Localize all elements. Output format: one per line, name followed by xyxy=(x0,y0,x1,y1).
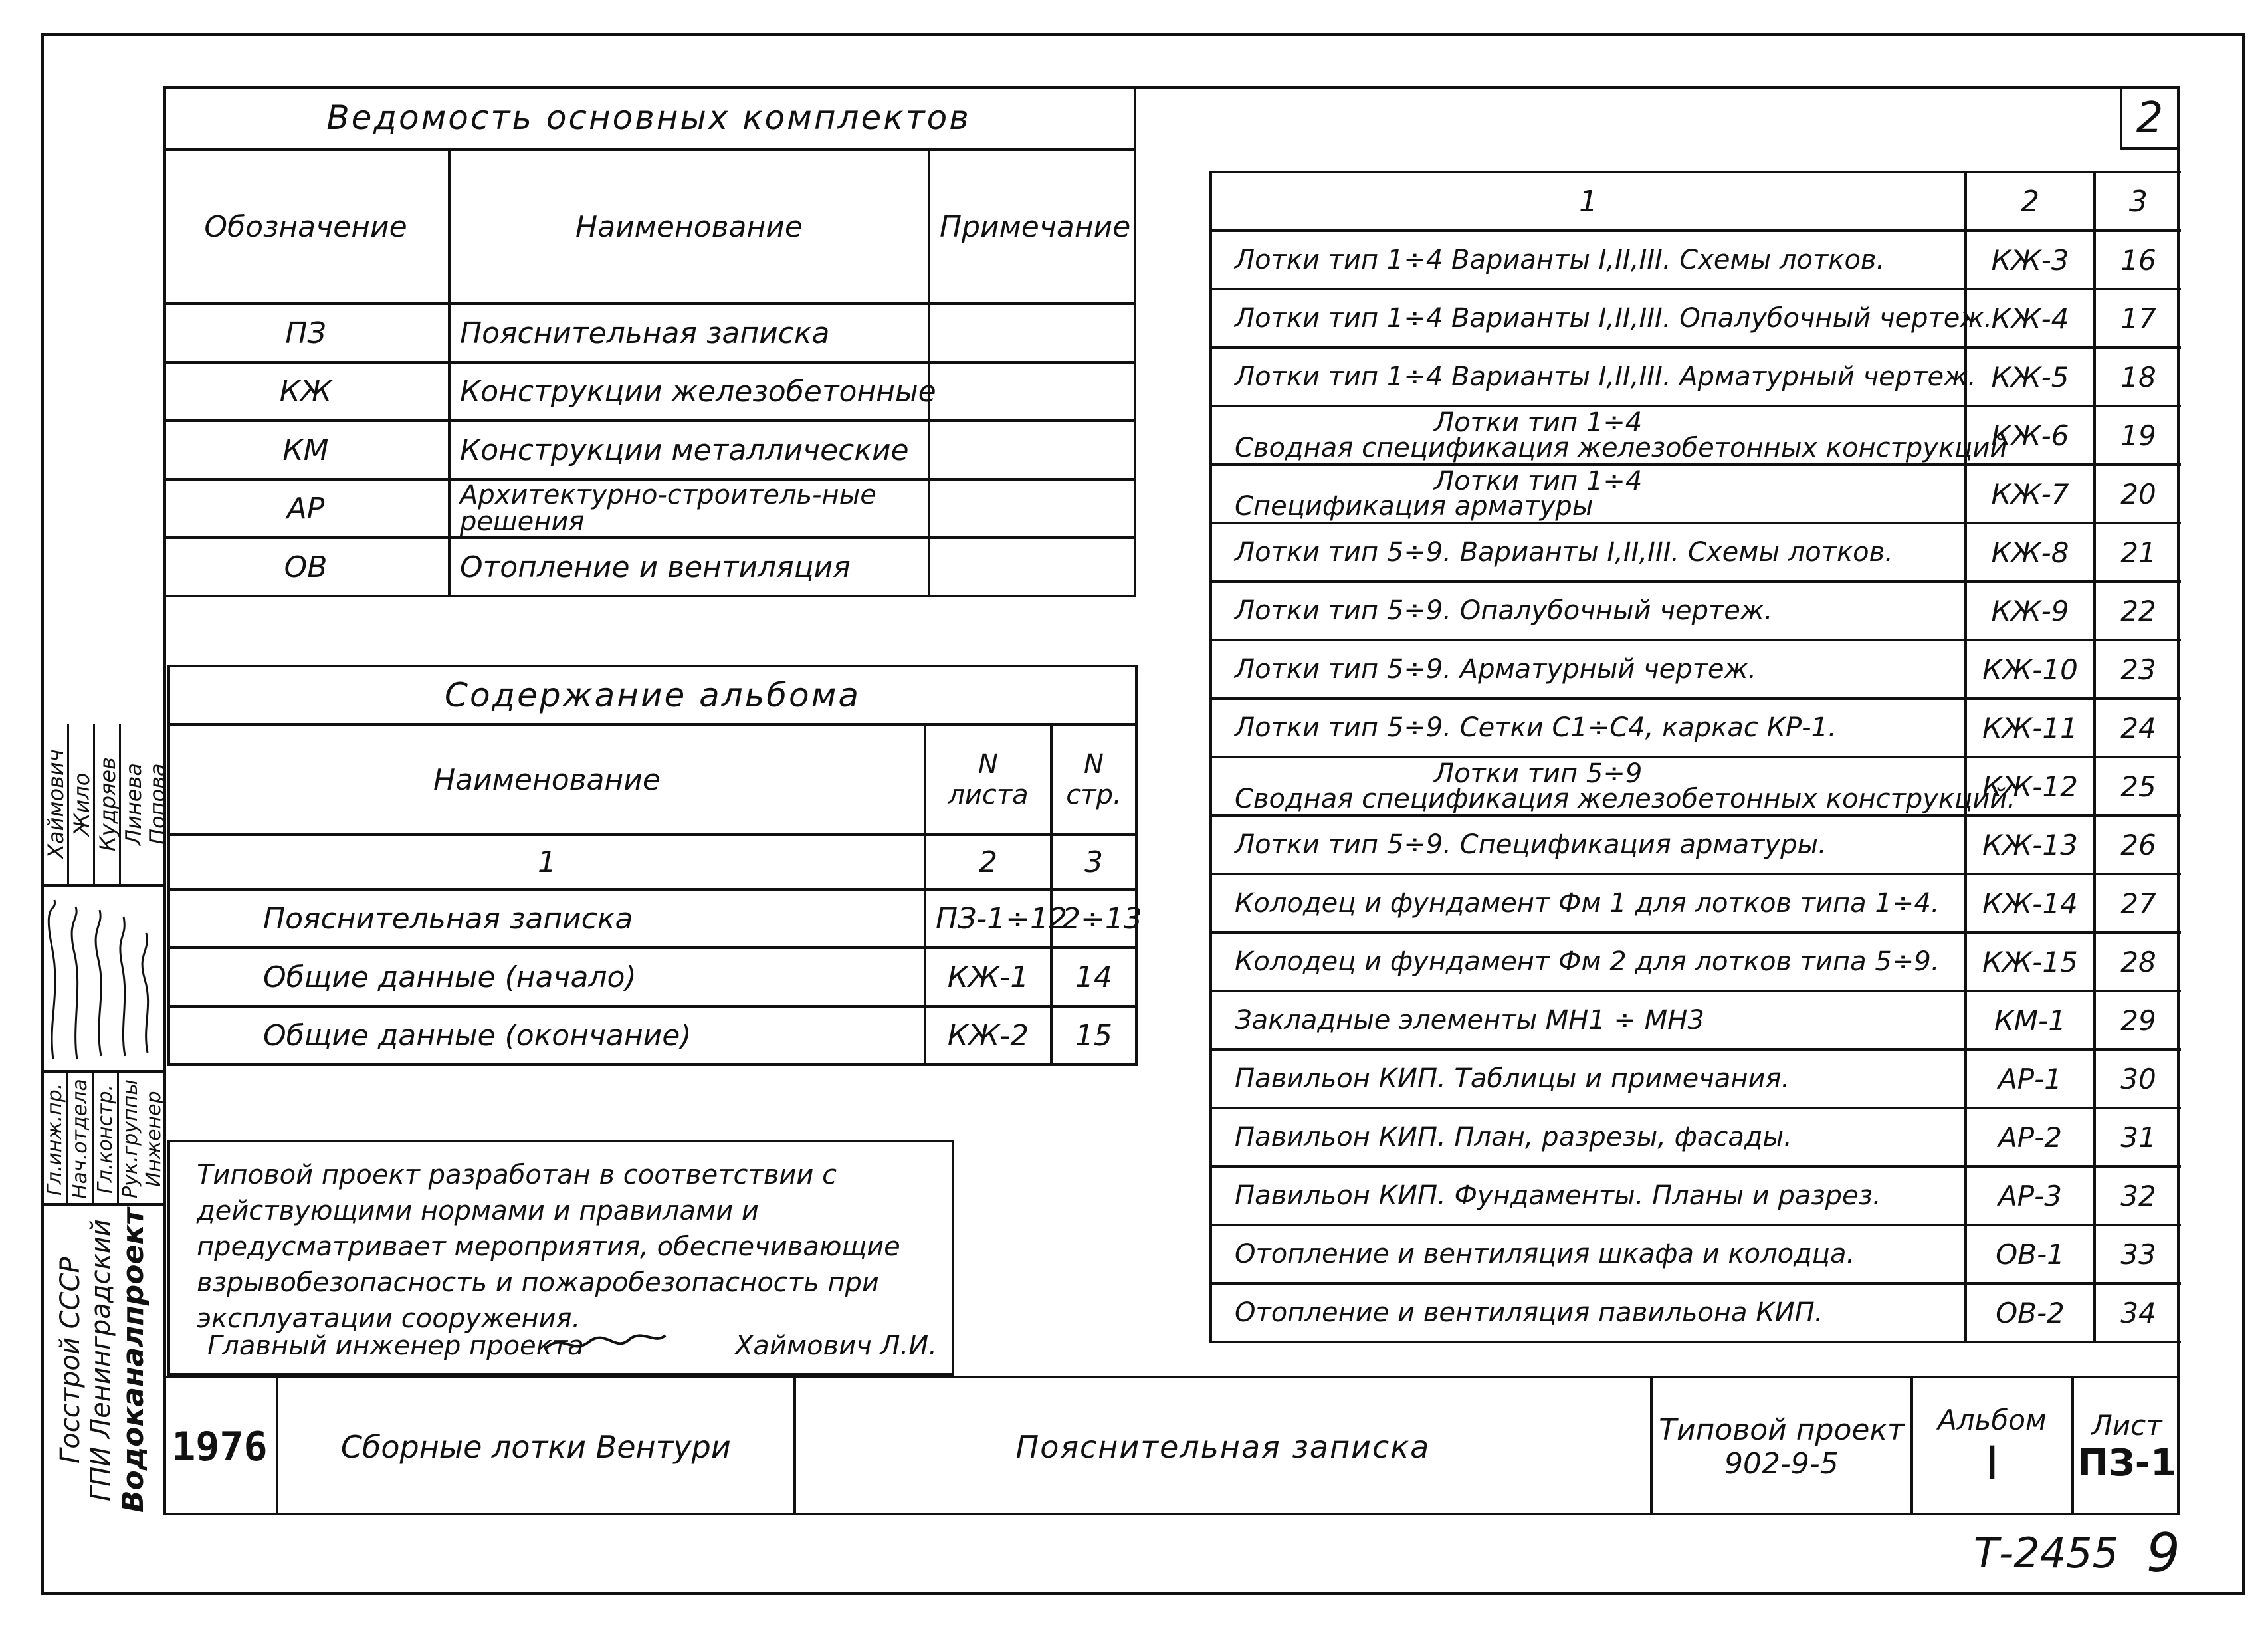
organization-line: Водоканалпроект xyxy=(116,1208,150,1513)
contents-right-table xyxy=(1209,171,2181,232)
signature-name: Попова xyxy=(145,763,170,845)
right-page: 26 xyxy=(2095,815,2181,874)
signature-role: Нач.отдела xyxy=(66,1073,92,1206)
right-name: Закладные элементы МН1 ÷ МН3 xyxy=(1211,991,1966,1049)
right-page: 32 xyxy=(2095,1166,2181,1225)
table-row xyxy=(1211,757,2181,815)
stamp-sheet-value: ПЗ-1 xyxy=(2077,1442,2176,1485)
soderzhanie-sheet: КЖ-1 xyxy=(925,948,1051,1006)
contents-right-section xyxy=(1209,171,2181,1343)
stamp-document: Пояснительная записка xyxy=(796,1378,1653,1515)
signature-names xyxy=(41,724,170,884)
vedomost-header-name: Наименование xyxy=(449,150,929,304)
vedomost-name: Отопление и вентиляция xyxy=(449,538,929,596)
soderzhanie-header-sheet: N листа xyxy=(925,724,1051,835)
right-name: Колодец и фундамент Фм 2 для лотков типа 5÷9. xyxy=(1211,932,1966,991)
right-sheet: КЖ-9 xyxy=(1966,582,2095,640)
right-name: Отопление и вентиляция павильона КИП. xyxy=(1211,1283,1966,1342)
soderzhanie-page: 14 xyxy=(1051,948,1136,1006)
right-sheet: КЖ-8 xyxy=(1966,523,2095,582)
soderzhanie-header-name: Наименование xyxy=(169,724,925,835)
right-sheet: АР-2 xyxy=(1966,1108,2095,1166)
stamp-album-label: Альбом xyxy=(1938,1403,2047,1436)
right-name xyxy=(1211,465,1966,523)
stamp-album-value: I xyxy=(1985,1436,2000,1491)
table-row xyxy=(163,362,1135,421)
table-row xyxy=(163,304,1135,362)
right-name: Отопление и вентиляция шкафа и колодца. xyxy=(1211,1225,1966,1283)
soderzhanie-colnum: 1 xyxy=(169,835,925,889)
right-name: Лотки тип 5÷9. Арматурный чертеж. xyxy=(1211,640,1966,699)
right-page: 20 xyxy=(2095,465,2181,523)
vedomost-note xyxy=(929,479,1135,538)
signature-block xyxy=(41,724,170,1203)
organization-line: Госстрой СССР xyxy=(54,1257,86,1464)
right-name-top: Лотки тип 5÷9 xyxy=(1434,758,1643,789)
soderzhanie-page: 15 xyxy=(1051,1006,1136,1065)
table-row xyxy=(1211,348,2181,406)
signature-role: Гл.инж.пр. xyxy=(41,1073,66,1206)
right-sheet: КЖ-13 xyxy=(1966,815,2095,874)
table-row xyxy=(1211,523,2181,582)
right-colnum: 3 xyxy=(2095,172,2181,231)
soderzhanie-page: 2÷13 xyxy=(1051,889,1136,948)
soderzhanie-title: Содержание альбома xyxy=(169,666,1136,724)
vedomost-name: Конструкции металлические xyxy=(449,421,929,479)
right-name: Колодец и фундамент Фм 1 для лотков типа 1÷4. xyxy=(1211,874,1966,932)
vedomost-title: Ведомость основных комплектов xyxy=(163,86,1135,150)
right-page: 31 xyxy=(2095,1108,2181,1166)
vedomost-name: Архитектурно-строитель-ные решения xyxy=(449,479,929,538)
right-sheet: ОВ-1 xyxy=(1966,1225,2095,1283)
right-colnum: 2 xyxy=(1966,172,2095,231)
vedomost-note xyxy=(929,538,1135,596)
right-sheet: КЖ-14 xyxy=(1966,874,2095,932)
right-sheet: АР-3 xyxy=(1966,1166,2095,1225)
vedomost-note xyxy=(929,304,1135,362)
right-page: 19 xyxy=(2095,406,2181,465)
stamp-album xyxy=(1913,1378,2074,1515)
table-row xyxy=(169,889,1136,948)
right-name: Лотки тип 5÷9. Спецификация арматуры. xyxy=(1211,815,1966,874)
stamp-project xyxy=(1653,1378,1912,1515)
inventory-mark: 9 xyxy=(2146,1522,2180,1584)
table-row xyxy=(163,479,1135,538)
vedomost-code: АР xyxy=(163,479,449,538)
signature-role: Инженер xyxy=(142,1091,165,1188)
stamp-project-number: 902-9-5 xyxy=(1724,1447,1839,1481)
table-row xyxy=(169,1006,1136,1065)
sheet-number: 2 xyxy=(2136,93,2164,143)
soderzhanie-colnum: 3 xyxy=(1051,835,1136,889)
stamp-object: Сборные лотки Вентури xyxy=(278,1378,796,1515)
signature-role: Гл.констр. xyxy=(92,1073,117,1206)
right-name xyxy=(1211,757,2016,815)
right-page: 33 xyxy=(2095,1225,2181,1283)
chief-engineer-signature xyxy=(542,1325,669,1358)
signature-name: Хаймович xyxy=(41,724,67,884)
chief-engineer-label: Главный инженер проекта xyxy=(207,1331,584,1361)
right-name: Лотки тип 1÷4 Варианты I,II,III. Арматурный чертеж. xyxy=(1211,348,1966,406)
right-sheet: КЖ-10 xyxy=(1966,640,2095,699)
signature-roles xyxy=(41,1070,163,1206)
right-page: 18 xyxy=(2095,348,2181,406)
table-row xyxy=(163,538,1135,596)
right-page: 17 xyxy=(2095,289,2181,348)
right-sheet: ОВ-2 xyxy=(1966,1283,2095,1342)
right-name-main: Сводная спецификация железобетонных конструкций. xyxy=(1235,784,2016,814)
soderzhanie-section xyxy=(167,665,1142,1066)
right-name-main: Сводная спецификация железобетонных конструкций xyxy=(1235,433,2008,463)
vedomost-code: КМ xyxy=(163,421,449,479)
table-row xyxy=(1211,640,2181,699)
project-note-box xyxy=(167,1140,954,1376)
right-page: 34 xyxy=(2095,1283,2181,1342)
right-sheet: КЖ-3 xyxy=(1966,231,2095,289)
table-row xyxy=(1211,465,2181,523)
soderzhanie-header-page: N стр. xyxy=(1051,724,1136,835)
soderzhanie-table xyxy=(167,665,1142,1066)
stamp-sheet-label: Лист xyxy=(2091,1409,2162,1442)
right-name-top: Лотки тип 1÷4 xyxy=(1434,407,1643,438)
chief-engineer-name: Хаймович Л.И. xyxy=(735,1331,937,1361)
right-sheet: КЖ-4 xyxy=(1966,289,2095,348)
vedomost-table xyxy=(163,86,1136,597)
contents-right-rows xyxy=(1209,229,2181,1343)
stamp-year: 1976 xyxy=(163,1378,278,1515)
right-page: 21 xyxy=(2095,523,2181,582)
vedomost-name: Конструкции железобетонные xyxy=(449,362,929,421)
right-sheet: КЖ-7 xyxy=(1966,465,2095,523)
right-page: 24 xyxy=(2095,699,2181,757)
vedomost-code: ПЗ xyxy=(163,304,449,362)
table-row xyxy=(1211,991,2181,1049)
soderzhanie-sheet: ПЗ-1÷12 xyxy=(925,889,1051,948)
table-row xyxy=(1211,932,2181,991)
right-name: Лотки тип 1÷4 Варианты I,II,III. Опалубочный чертеж. xyxy=(1211,289,1966,348)
vedomost-name: Пояснительная записка xyxy=(449,304,929,362)
project-note-text: Типовой проект разработан в соответствии с действующими нормами и правилами и предусматривает мероприятия, обеспечивающие взрывобезопасность и пожаробезопасность при эксплуатации сооружения. xyxy=(197,1160,900,1334)
table-row xyxy=(1211,699,2181,757)
vedomost-section xyxy=(163,86,1136,597)
vedomost-note xyxy=(929,362,1135,421)
right-sheet: КЖ-6 xyxy=(1966,406,2095,465)
table-row xyxy=(1211,406,2181,465)
right-sheet: АР-1 xyxy=(1966,1049,2095,1108)
right-name: Лотки тип 1÷4 Варианты I,II,III. Схемы лотков. xyxy=(1211,231,1966,289)
table-row xyxy=(1211,874,2181,932)
right-page: 29 xyxy=(2095,991,2181,1049)
signature-role: Рук.группы xyxy=(117,1073,142,1206)
soderzhanie-sheet: КЖ-2 xyxy=(925,1006,1051,1065)
right-name: Павильон КИП. Таблицы и примечания. xyxy=(1211,1049,1966,1108)
signature-name: Жило xyxy=(67,724,93,884)
vedomost-note xyxy=(929,421,1135,479)
table-row xyxy=(1211,1049,2181,1108)
title-stamp xyxy=(163,1376,2180,1515)
table-row xyxy=(169,948,1136,1006)
table-row xyxy=(1211,231,2181,289)
right-sheet: КМ-1 xyxy=(1966,991,2095,1049)
table-row xyxy=(1211,289,2181,348)
vedomost-header-note: Примечание xyxy=(929,150,1135,304)
stamp-sheet xyxy=(2074,1378,2180,1515)
signature-scribbles xyxy=(41,887,163,1073)
right-page: 16 xyxy=(2095,231,2181,289)
right-page: 30 xyxy=(2095,1049,2181,1108)
table-row xyxy=(1211,1108,2181,1166)
signature-marks xyxy=(41,884,163,1073)
right-name: Лотки тип 5÷9. Опалубочный чертеж. xyxy=(1211,582,1966,640)
signature-name: Линева xyxy=(119,724,145,884)
soderzhanie-name: Общие данные (окончание) xyxy=(169,1006,925,1065)
right-page: 25 xyxy=(2095,757,2181,815)
right-name xyxy=(1211,406,2008,465)
inventory-number: Т-2455 xyxy=(1974,1529,2119,1577)
sheet-number-box xyxy=(2120,86,2180,150)
signature-name: Кудряев xyxy=(93,724,119,884)
right-name: Лотки тип 5÷9. Сетки С1÷С4, каркас КР-1. xyxy=(1211,699,1966,757)
table-row xyxy=(1211,1166,2181,1225)
vedomost-code: ОВ xyxy=(163,538,449,596)
right-sheet: КЖ-12 xyxy=(1966,757,2095,815)
right-name-top: Лотки тип 1÷4 xyxy=(1434,466,1643,496)
stamp-project-label: Типовой проект xyxy=(1659,1413,1905,1447)
right-page: 23 xyxy=(2095,640,2181,699)
table-row xyxy=(1211,1283,2181,1342)
right-colnum: 1 xyxy=(1211,172,1966,231)
right-page: 27 xyxy=(2095,874,2181,932)
vedomost-code: КЖ xyxy=(163,362,449,421)
right-name: Лотки тип 5÷9. Варианты I,II,III. Схемы лотков. xyxy=(1211,523,1966,582)
soderzhanie-colnum: 2 xyxy=(925,835,1051,889)
right-name: Павильон КИП. План, разрезы, фасады. xyxy=(1211,1108,1966,1166)
right-name: Павильон КИП. Фундаменты. Планы и разрез. xyxy=(1211,1166,1966,1225)
soderzhanie-name: Общие данные (начало) xyxy=(169,948,925,1006)
soderzhanie-name: Пояснительная записка xyxy=(169,889,925,948)
right-sheet: КЖ-11 xyxy=(1966,699,2095,757)
table-row xyxy=(163,421,1135,479)
right-name-main: Спецификация арматуры xyxy=(1235,491,1594,522)
table-row xyxy=(1211,815,2181,874)
vedomost-header-code: Обозначение xyxy=(163,150,449,304)
table-row xyxy=(1211,582,2181,640)
right-page: 22 xyxy=(2095,582,2181,640)
right-sheet: КЖ-15 xyxy=(1966,932,2095,991)
right-sheet: КЖ-5 xyxy=(1966,348,2095,406)
organization-line: ГПИ Ленинградский xyxy=(85,1219,116,1502)
right-page: 28 xyxy=(2095,932,2181,991)
organization-block xyxy=(41,1203,163,1515)
table-row xyxy=(1211,1225,2181,1283)
